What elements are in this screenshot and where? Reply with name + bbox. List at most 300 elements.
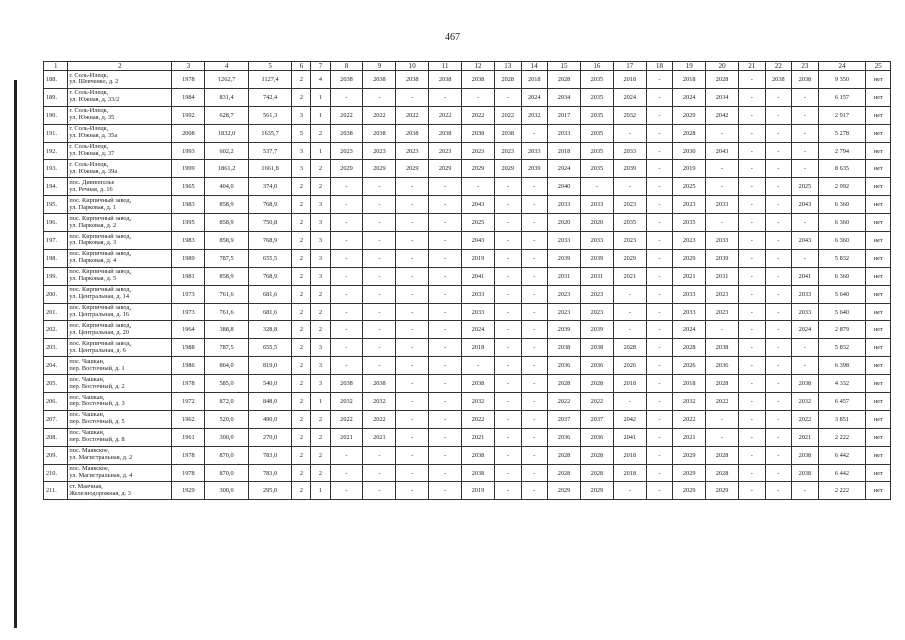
data-cell: 2033 (673, 303, 706, 321)
data-cell: 2034 (548, 88, 581, 106)
row-number-cell: 193. (44, 160, 68, 178)
data-cell: - (494, 214, 521, 232)
data-cell: - (792, 106, 819, 124)
data-cell: 2024 (673, 321, 706, 339)
data-cell: 2043 (792, 196, 819, 214)
data-cell: 2033 (706, 232, 739, 250)
data-cell: 2024 (613, 88, 646, 106)
address-locality: пос. Дивнополье (69, 178, 115, 186)
data-cell: 2035 (580, 71, 613, 89)
data-cell: 2022 (673, 410, 706, 428)
data-cell: - (429, 267, 462, 285)
data-cell: - (646, 267, 673, 285)
data-cell: - (429, 446, 462, 464)
data-cell: 2 (292, 196, 311, 214)
data-cell: нет (866, 410, 891, 428)
data-cell: - (494, 88, 521, 106)
address-locality: пос. Чашкан, (69, 357, 105, 365)
data-cell: - (363, 267, 396, 285)
data-cell: 1 (311, 142, 330, 160)
data-cell: - (494, 321, 521, 339)
data-cell: 2 794 (818, 142, 866, 160)
data-cell: 2033 (580, 196, 613, 214)
data-cell: - (739, 303, 766, 321)
data-cell: 1995 (172, 214, 205, 232)
data-cell: 2028 (580, 446, 613, 464)
data-cell: - (330, 357, 363, 375)
data-cell: 2035 (580, 160, 613, 178)
data-cell: 2023 (396, 142, 429, 160)
data-cell: - (330, 232, 363, 250)
data-cell: 2040 (548, 178, 581, 196)
data-cell: 270,0 (248, 428, 292, 446)
table-row (44, 142, 891, 160)
data-cell: 2018 (673, 71, 706, 89)
data-cell: - (363, 303, 396, 321)
data-cell: 2033 (580, 232, 613, 250)
data-cell: - (330, 285, 363, 303)
address-locality: г. Соль-Илецк, (69, 71, 109, 79)
table-row (44, 214, 891, 232)
data-cell: 2038 (330, 71, 363, 89)
data-cell: 768,9 (248, 232, 292, 250)
data-cell: 655,5 (248, 249, 292, 267)
data-cell: - (396, 375, 429, 393)
data-cell: 2028 (673, 339, 706, 357)
data-cell: 2039 (580, 321, 613, 339)
data-cell: 2 (311, 178, 330, 196)
data-cell: - (363, 232, 396, 250)
data-cell: 2033 (673, 285, 706, 303)
data-cell: - (706, 160, 739, 178)
address-locality: пос. Чашкан, (69, 393, 105, 401)
data-cell: 2018 (462, 339, 495, 357)
data-cell: - (494, 357, 521, 375)
data-cell: - (739, 249, 766, 267)
data-cell: 2029 (363, 160, 396, 178)
data-cell: 2037 (580, 410, 613, 428)
table-row (44, 160, 891, 178)
page-number: 467 (445, 32, 460, 43)
address-cell (68, 357, 172, 375)
data-cell: 2038 (706, 339, 739, 357)
data-cell: 870,0 (205, 464, 249, 482)
address-cell (68, 178, 172, 196)
data-cell: 655,5 (248, 339, 292, 357)
data-cell: - (330, 464, 363, 482)
data-cell: - (396, 428, 429, 446)
data-cell: 2032 (462, 393, 495, 411)
data-cell: - (765, 214, 792, 232)
data-cell: 2039 (613, 160, 646, 178)
data-cell: 2024 (673, 88, 706, 106)
data-cell: 2 (311, 124, 330, 142)
data-cell: 1861,2 (205, 160, 249, 178)
column-header: 7 (311, 62, 330, 71)
data-cell: - (494, 178, 521, 196)
data-cell: 2032 (330, 393, 363, 411)
data-cell: 2039 (580, 249, 613, 267)
data-cell: 2028 (673, 124, 706, 142)
data-cell: 561,3 (248, 106, 292, 124)
address-locality: г. Соль-Илецк, (69, 89, 109, 97)
address-cell (68, 285, 172, 303)
data-cell: 870,0 (205, 446, 249, 464)
data-cell: - (646, 357, 673, 375)
data-cell: 2023 (580, 303, 613, 321)
table-row (44, 249, 891, 267)
data-cell: - (429, 428, 462, 446)
address-street: ул. Центральная, д. 14 (69, 293, 129, 301)
data-cell: - (521, 446, 548, 464)
data-cell: - (739, 339, 766, 357)
table-row (44, 375, 891, 393)
data-cell: 2 (292, 428, 311, 446)
address-cell (68, 393, 172, 411)
data-cell: 2 222 (818, 428, 866, 446)
data-cell: - (429, 321, 462, 339)
data-cell: 1983 (172, 232, 205, 250)
data-cell: - (363, 88, 396, 106)
data-cell: 819,0 (248, 357, 292, 375)
data-cell: - (646, 196, 673, 214)
data-cell: 2032 (673, 393, 706, 411)
data-cell: 2038 (462, 375, 495, 393)
table-row (44, 428, 891, 446)
data-cell: 2042 (706, 106, 739, 124)
data-cell: 2030 (673, 142, 706, 160)
data-cell: 2029 (673, 249, 706, 267)
data-cell: 2035 (580, 88, 613, 106)
data-cell: - (396, 464, 429, 482)
data-cell: - (330, 267, 363, 285)
data-cell: 2 (292, 357, 311, 375)
data-cell: 2039 (521, 160, 548, 178)
data-cell: - (739, 178, 766, 196)
data-cell: 2 917 (818, 106, 866, 124)
data-cell: 3 (311, 357, 330, 375)
data-cell: нет (866, 249, 891, 267)
column-header: 13 (494, 62, 521, 71)
data-cell: 2021 (673, 428, 706, 446)
data-cell: - (765, 321, 792, 339)
data-cell: 2 (311, 410, 330, 428)
data-cell: - (765, 160, 792, 178)
data-cell: 2032 (521, 106, 548, 124)
table-row (44, 88, 891, 106)
data-cell: 2033 (613, 142, 646, 160)
address-cell (68, 142, 172, 160)
data-cell: 761,6 (205, 303, 249, 321)
data-cell: - (494, 446, 521, 464)
data-cell: - (792, 339, 819, 357)
address-street: ул. Центральная, д. 16 (69, 311, 129, 319)
data-cell: 2031 (706, 267, 739, 285)
address-locality: пос. Кирпичный завод, (69, 286, 132, 294)
data-cell: 2020 (580, 214, 613, 232)
data-cell: - (429, 285, 462, 303)
data-cell: 2021 (613, 267, 646, 285)
table-row (44, 178, 891, 196)
address-locality: г. Соль-Илецк, (69, 143, 109, 151)
data-cell: 2022 (548, 393, 581, 411)
data-cell: - (765, 106, 792, 124)
address-locality: пос. Кирпичный завод, (69, 268, 132, 276)
data-cell: - (613, 124, 646, 142)
data-cell: 4 (311, 71, 330, 89)
data-cell: - (739, 446, 766, 464)
data-cell: - (521, 428, 548, 446)
data-cell: 2031 (580, 267, 613, 285)
data-cell: - (330, 339, 363, 357)
data-cell: 2036 (580, 428, 613, 446)
data-cell: 2 (292, 446, 311, 464)
data-cell: - (646, 88, 673, 106)
data-cell: 2022 (363, 410, 396, 428)
address-street: ул. Речная, д. 16 (69, 185, 113, 193)
data-cell: - (765, 249, 792, 267)
data-cell: - (765, 446, 792, 464)
data-cell: - (739, 357, 766, 375)
data-cell: 2038 (792, 375, 819, 393)
data-cell: - (739, 88, 766, 106)
address-street: пер. Восточный, д. 3 (69, 400, 125, 408)
data-cell: - (646, 214, 673, 232)
data-cell: - (765, 375, 792, 393)
data-cell: 1984 (172, 88, 205, 106)
address-locality: пос. Чашкан, (69, 411, 105, 419)
data-cell: - (429, 357, 462, 375)
column-header: 21 (739, 62, 766, 71)
data-cell: - (580, 178, 613, 196)
data-cell: - (646, 375, 673, 393)
address-cell (68, 339, 172, 357)
table-row (44, 464, 891, 482)
data-cell: - (739, 393, 766, 411)
row-number-cell: 190. (44, 106, 68, 124)
data-cell: - (613, 178, 646, 196)
table-row (44, 196, 891, 214)
data-cell: 2038 (792, 71, 819, 89)
data-cell: 787,5 (205, 339, 249, 357)
address-street: ул. Центральная, д. 20 (69, 328, 129, 336)
data-cell: 1978 (172, 464, 205, 482)
data-cell: - (646, 393, 673, 411)
data-cell: 1 (311, 106, 330, 124)
row-number-cell: 199. (44, 267, 68, 285)
data-cell: 2019 (673, 160, 706, 178)
data-cell: - (739, 124, 766, 142)
data-cell: 2024 (792, 321, 819, 339)
data-cell: 2 (311, 428, 330, 446)
data-cell: 2 222 (818, 482, 866, 500)
address-cell (68, 214, 172, 232)
data-cell: 2031 (548, 267, 581, 285)
data-cell: 374,0 (248, 178, 292, 196)
data-cell: - (494, 285, 521, 303)
data-cell: 2023 (462, 142, 495, 160)
row-number-cell: 206. (44, 393, 68, 411)
data-cell: - (363, 339, 396, 357)
data-cell: 1972 (172, 393, 205, 411)
data-cell: - (706, 428, 739, 446)
data-cell: 1993 (172, 142, 205, 160)
data-cell: - (765, 410, 792, 428)
data-cell: - (613, 482, 646, 500)
data-cell: - (462, 178, 495, 196)
row-number-cell: 188. (44, 71, 68, 89)
address-locality: пос. Кирпичный завод, (69, 214, 132, 222)
data-cell: 2 879 (818, 321, 866, 339)
data-cell: 3 (311, 375, 330, 393)
data-cell: 1973 (172, 285, 205, 303)
column-header: 19 (673, 62, 706, 71)
row-number-cell: 192. (44, 142, 68, 160)
data-cell: - (396, 410, 429, 428)
data-cell: - (396, 393, 429, 411)
data-cell: - (765, 267, 792, 285)
data-cell: 1989 (172, 249, 205, 267)
data-cell: нет (866, 285, 891, 303)
data-cell: - (613, 393, 646, 411)
address-street: ул. Парковая, д. 5 (69, 275, 117, 283)
data-cell: 2035 (673, 214, 706, 232)
data-cell: 2033 (462, 285, 495, 303)
data-cell: 2 (292, 71, 311, 89)
data-cell: - (363, 321, 396, 339)
data-cell: 2039 (548, 249, 581, 267)
data-cell: 2033 (706, 196, 739, 214)
data-cell: 2028 (548, 446, 581, 464)
data-cell: 2037 (548, 410, 581, 428)
data-cell: нет (866, 214, 891, 232)
data-cell: - (739, 196, 766, 214)
data-cell: 1661,8 (248, 160, 292, 178)
data-cell: 2029 (462, 160, 495, 178)
address-locality: пос. Кирпичный завод, (69, 322, 132, 329)
data-cell: - (494, 464, 521, 482)
row-number-cell: 210. (44, 464, 68, 482)
data-cell: 2038 (580, 339, 613, 357)
data-cell: - (646, 160, 673, 178)
data-cell: - (429, 178, 462, 196)
data-cell: 2036 (548, 428, 581, 446)
table-row (44, 482, 891, 500)
data-cell: 2008 (172, 124, 205, 142)
data-cell: - (646, 410, 673, 428)
data-cell: - (521, 321, 548, 339)
data-cell: - (396, 321, 429, 339)
data-cell: 2018 (613, 446, 646, 464)
data-cell: 2023 (494, 142, 521, 160)
data-cell: нет (866, 428, 891, 446)
data-cell: 2043 (462, 232, 495, 250)
data-cell: - (765, 285, 792, 303)
data-cell: - (429, 303, 462, 321)
data-cell: 295,0 (248, 482, 292, 500)
data-cell: 1929 (172, 482, 205, 500)
data-cell: - (706, 178, 739, 196)
data-cell: - (521, 267, 548, 285)
data-cell: 768,9 (248, 267, 292, 285)
data-cell: 2038 (363, 375, 396, 393)
data-cell: - (363, 249, 396, 267)
row-number-cell: 198. (44, 249, 68, 267)
data-cell: - (765, 464, 792, 482)
data-cell: 858,9 (205, 214, 249, 232)
data-cell: 2038 (765, 71, 792, 89)
column-header: 22 (765, 62, 792, 71)
data-cell: 1981 (172, 267, 205, 285)
data-cell: - (429, 482, 462, 500)
data-cell: 300,0 (205, 428, 249, 446)
data-cell: - (521, 410, 548, 428)
data-cell: 6 360 (818, 214, 866, 232)
data-cell: 2035 (580, 124, 613, 142)
data-cell: 2043 (792, 232, 819, 250)
data-cell: 2038 (396, 71, 429, 89)
column-header: 5 (248, 62, 292, 71)
data-cell: 628,7 (205, 106, 249, 124)
address-cell (68, 71, 172, 89)
data-cell: 2029 (548, 482, 581, 500)
data-cell: - (739, 428, 766, 446)
data-cell: - (396, 339, 429, 357)
data-cell: 2029 (580, 482, 613, 500)
data-cell: 3 (292, 142, 311, 160)
row-number-cell: 211. (44, 482, 68, 500)
data-cell: - (330, 482, 363, 500)
data-cell: 2018 (548, 142, 581, 160)
data-cell: - (765, 339, 792, 357)
table-row (44, 357, 891, 375)
data-cell: - (396, 267, 429, 285)
data-cell: 9 350 (818, 71, 866, 89)
address-street: ул. Шевченко, д. 2 (69, 78, 119, 86)
column-header: 1 (44, 62, 68, 71)
data-cell: 1262,7 (205, 71, 249, 89)
data-cell: нет (866, 71, 891, 89)
data-cell: 2 (292, 482, 311, 500)
data-cell: - (429, 464, 462, 482)
row-number-cell: 189. (44, 88, 68, 106)
data-cell: 2028 (706, 71, 739, 89)
data-cell: - (739, 321, 766, 339)
data-cell: 2017 (548, 106, 581, 124)
data-cell: 2 (292, 339, 311, 357)
data-cell: 2 (311, 285, 330, 303)
data-cell: - (330, 249, 363, 267)
data-cell: 783,0 (248, 446, 292, 464)
row-number-cell: 196. (44, 214, 68, 232)
data-cell: 750,8 (248, 214, 292, 232)
data-cell: нет (866, 106, 891, 124)
data-cell: - (706, 410, 739, 428)
data-cell: - (494, 249, 521, 267)
data-cell: 8 635 (818, 160, 866, 178)
row-number-cell: 204. (44, 357, 68, 375)
data-cell: нет (866, 267, 891, 285)
row-number-cell: 201. (44, 303, 68, 321)
data-cell: - (363, 464, 396, 482)
address-cell (68, 106, 172, 124)
table-row (44, 71, 891, 89)
row-number-cell: 209. (44, 446, 68, 464)
data-cell: нет (866, 196, 891, 214)
data-cell: - (330, 321, 363, 339)
data-cell: - (363, 357, 396, 375)
data-cell: 2022 (706, 393, 739, 411)
